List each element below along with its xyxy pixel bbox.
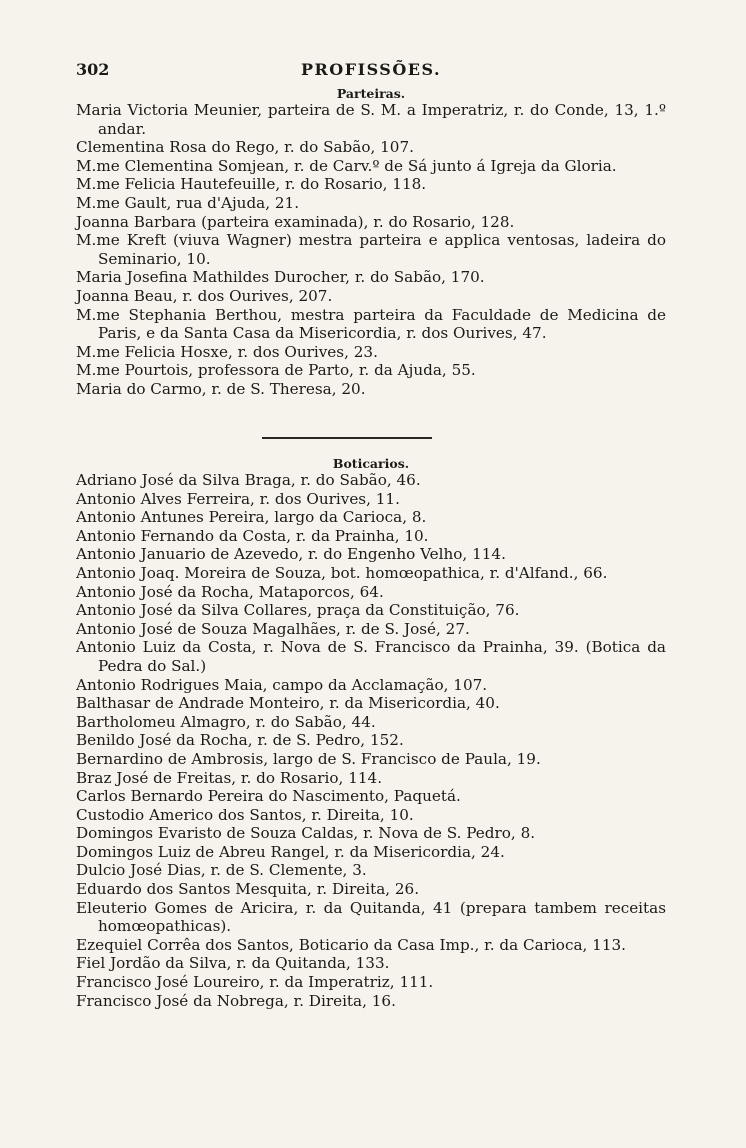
list-item: M.me Stephania Berthou, mestra parteira da Faculdade de Medicina de Paris, e da Santa Casa da Misericordia, r. dos Ourives, 47. [76,305,666,343]
list-item: Bernardino de Ambrosis, largo de S. Francisco de Paula, 19. [76,749,541,768]
list-item: Antonio José da Silva Collares, praça da Constituição, 76. [76,601,520,620]
list-item: Carlos Bernardo Pereira do Nascimento, Paquetá. [76,787,461,806]
section-title: Parteiras. [336,86,406,101]
list-item: Bartholomeu Almagro, r. do Sabão, 44. [76,712,376,731]
section-boticarios [76,456,666,1010]
list-item: Antonio José da Rocha, Mataporcos, 64. [76,582,384,601]
list-item: M.me Felicia Hosxe, r. dos Ourives, 23. [76,342,378,361]
list-item: Joanna Beau, r. dos Ourives, 207. [76,286,333,305]
list-item: Braz José de Freitas, r. do Rosario, 114. [76,768,383,787]
list-item: Domingos Evaristo de Souza Caldas, r. Nova de S. Pedro, 8. [76,824,536,843]
list-item: Antonio Januario de Azevedo, r. do Engenho Velho, 114. [76,545,506,564]
section-parteiras [76,86,666,399]
list-item: Joanna Barbara (parteira examinada), r. do Rosario, 128. [76,212,515,231]
list-item: Fiel Jordão da Silva, r. da Quitanda, 133. [76,954,390,973]
section-title: Boticarios. [332,456,410,471]
list-item: Eduardo dos Santos Mesquita, r. Direita, 26. [76,880,420,899]
list-item: Maria Josefina Mathildes Durocher, r. do Sabão, 170. [76,268,485,287]
list-item: Balthasar de Andrade Monteiro, r. da Misericordia, 40. [76,694,500,713]
page-header [76,60,666,84]
list-item: Antonio Alves Ferreira, r. dos Ourives, 11. [76,489,400,508]
list-item: Antonio Luiz da Costa, r. Nova de S. Francisco da Prainha, 39. (Botica da Pedra do Sal.) [76,638,666,675]
list-item: Eleuterio Gomes de Aricira, r. da Quitanda, 41 (prepara tambem receitas homœopathicas). [76,898,666,936]
list-item: Francisco José Loureiro, r. da Imperatriz, 111. [76,973,434,992]
list-item: M.me Clementina Somjean, r. de Carv.º de Sá junto á Igreja da Gloria. [76,156,617,175]
entry-list [76,101,666,399]
list-item: Maria Victoria Meunier, parteira de S. M. a Imperatriz, r. do Conde, 13, 1.º andar. [76,101,666,138]
list-item: Maria do Carmo, r. de S. Theresa, 20. [76,379,366,398]
list-item: M.me Felicia Hautefeuille, r. do Rosario, 118. [76,175,427,194]
list-item: Custodio Americo dos Santos, r. Direita, 10. [76,805,414,824]
list-item: Antonio Rodrigues Maia, campo da Acclamação, 107. [76,675,488,694]
list-item: Domingos Luiz de Abreu Rangel, r. da Misericordia, 24. [76,842,505,861]
list-item: Benildo José da Rocha, r. de S. Pedro, 152. [76,731,404,750]
list-item: M.me Pourtois, professora de Parto, r. da Ajuda, 55. [76,361,476,380]
list-item: Ezequiel Corrêa dos Santos, Boticario da Casa Imp., r. da Carioca, 113. [76,935,626,954]
list-item: M.me Kreft (viuva Wagner) mestra parteira e applica ventosas, ladeira do Seminario, 10. [76,231,666,268]
running-title: PROFISSÕES. [300,60,442,79]
list-item: Dulcio José Dias, r. de S. Clemente, 3. [76,861,367,880]
list-item: Antonio Antunes Pereira, largo da Carioca, 8. [76,508,427,527]
list-item: Antonio José de Souza Magalhães, r. de S. José, 27. [76,619,470,638]
page-number: 302 [76,60,110,79]
entry-list [76,471,666,1010]
list-item: Adriano José da Silva Braga, r. do Sabão, 46. [76,471,421,489]
list-item: Clementina Rosa do Rego, r. do Sabão, 107. [76,138,414,157]
list-item: Antonio Joaq. Moreira de Souza, bot. homœopathica, r. d'Alfand., 66. [76,563,608,582]
list-item: Francisco José da Nobrega, r. Direita, 16. [76,991,396,1010]
list-item: M.me Gault, rua d'Ajuda, 21. [76,193,300,212]
list-item: Antonio Fernando da Costa, r. da Prainha, 10. [76,526,429,545]
section-divider [262,437,432,439]
